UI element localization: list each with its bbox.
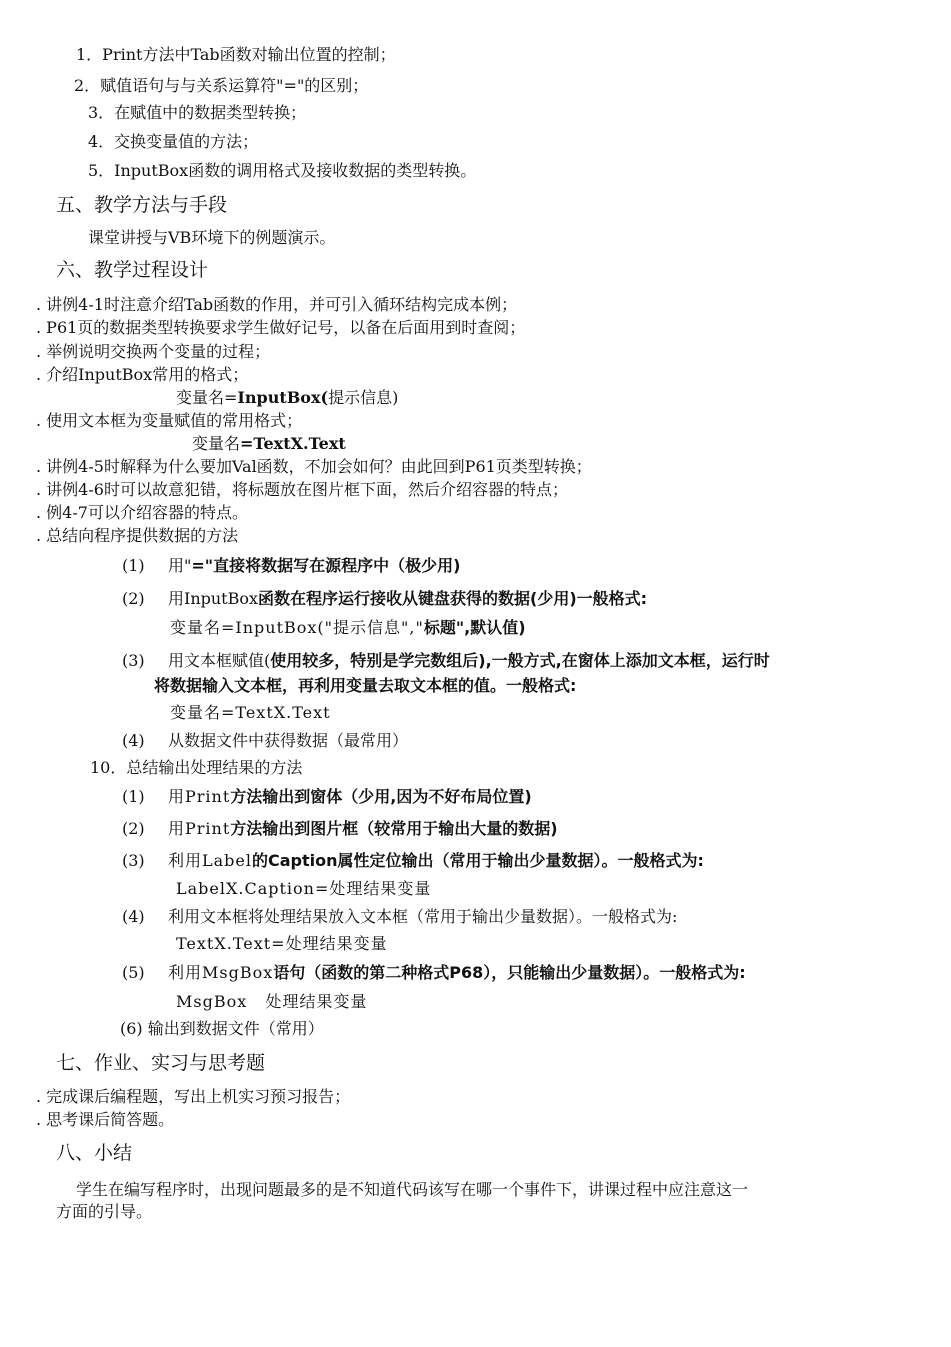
inputbox-format bbox=[176, 388, 398, 408]
process-item-4: . 介绍InputBox常用的格式； bbox=[36, 365, 249, 384]
inputbox-format-prefix: 变量名= bbox=[176, 388, 238, 407]
output-method-2-a: 用Print bbox=[168, 819, 231, 838]
output-method-4-number: (4) bbox=[122, 907, 145, 926]
output-method-4-format: TextX.Text=处理结果变量 bbox=[176, 934, 388, 953]
process-item-1: . 讲例4-1时注意介绍Tab函数的作用，并可引入循环结构完成本例； bbox=[36, 295, 518, 314]
input-method-2-format-b: 标题",默认值) bbox=[423, 618, 526, 637]
input-method-3-format: 变量名=TextX.Text bbox=[170, 703, 331, 722]
key-point-1: 1．Print方法中Tab函数对输出位置的控制； bbox=[76, 45, 396, 64]
textbox-format-keyword: =TextX.Text bbox=[240, 434, 346, 453]
process-item-6: . 讲例4-5时解释为什么要加Val函数，不加会如何？由此回到P61页类型转换； bbox=[36, 457, 592, 476]
section-5-body: 课堂讲授与VB环境下的例题演示。 bbox=[88, 228, 336, 247]
process-item-8: . 例4-7可以介绍容器的特点。 bbox=[36, 503, 248, 522]
output-method-3 bbox=[168, 851, 704, 871]
input-method-1 bbox=[168, 556, 460, 576]
output-method-5 bbox=[168, 963, 746, 983]
input-method-2-b: 函数在程序运行接收从键盘获得的数据(少用)一般格式: bbox=[258, 589, 648, 608]
output-method-1-a: 用Print bbox=[168, 787, 231, 806]
key-point-2: 2．赋值语句与与关系运算符"="的区别； bbox=[74, 76, 369, 95]
input-method-3-number: (3) bbox=[122, 651, 145, 670]
input-method-1-b: ="直接将数据写在源程序中（极少用) bbox=[191, 556, 461, 575]
input-method-3-continued: 将数据输入文本框，再利用变量去取文本框的值。一般格式: bbox=[154, 676, 577, 695]
input-method-1-a: 用" bbox=[168, 556, 192, 575]
process-item-5: . 使用文本框为变量赋值的常用格式； bbox=[36, 411, 303, 430]
key-point-5: 5．InputBox函数的调用格式及接收数据的类型转换。 bbox=[88, 161, 477, 180]
section-heading-8: 八、小结 bbox=[56, 1142, 133, 1164]
output-method-5-a: 利用MsgBox bbox=[168, 963, 274, 982]
output-method-3-b: 的Caption属性定位输出（常用于输出少量数据）。一般格式为: bbox=[252, 851, 704, 870]
output-method-1-b: 方法输出到窗体（少用,因为不好布局位置) bbox=[230, 787, 532, 806]
textbox-format-prefix: 变量名 bbox=[192, 434, 241, 453]
input-method-2-format bbox=[170, 618, 526, 638]
output-method-2 bbox=[168, 819, 558, 839]
section-heading-6: 六、教学过程设计 bbox=[56, 259, 209, 281]
homework-item-2: . 思考课后简答题。 bbox=[36, 1110, 175, 1129]
homework-item-1: . 完成课后编程题，写出上机实习预习报告； bbox=[36, 1087, 351, 1106]
output-method-5-format: MsgBox 处理结果变量 bbox=[176, 992, 368, 1011]
summary-body-line-1: 学生在编写程序时，出现问题最多的是不知道代码该写在哪一个事件下，讲课过程中应注意这一 bbox=[76, 1180, 749, 1199]
textbox-format bbox=[192, 434, 346, 454]
input-method-4-number: (4) bbox=[122, 731, 145, 750]
input-method-4: 从数据文件中获得数据（最常用） bbox=[168, 731, 409, 750]
section-heading-5: 五、教学方法与手段 bbox=[56, 194, 228, 216]
summary-body-line-2: 方面的引导。 bbox=[56, 1202, 153, 1221]
output-method-3-a: 利用Label bbox=[168, 851, 252, 870]
process-item-2: . P61页的数据类型转换要求学生做好记号，以备在后面用到时查阅； bbox=[36, 318, 526, 337]
output-method-2-b: 方法输出到图片框（较常用于输出大量的数据) bbox=[230, 819, 558, 838]
section-heading-7: 七、作业、实习与思考题 bbox=[56, 1052, 266, 1074]
output-method-1 bbox=[168, 787, 532, 807]
process-item-3: . 举例说明交换两个变量的过程； bbox=[36, 342, 271, 361]
key-point-4: 4．交换变量值的方法； bbox=[88, 132, 259, 151]
inputbox-format-suffix: 提示信息) bbox=[328, 388, 399, 407]
output-method-5-b: 语句（函数的第二种格式P68），只能输出少量数据）。一般格式为: bbox=[273, 963, 746, 982]
input-method-2-a: 用InputBox bbox=[168, 589, 259, 608]
output-method-1-number: (1) bbox=[122, 787, 145, 806]
output-methods-title: 10．总结输出处理结果的方法 bbox=[90, 758, 303, 777]
output-method-2-number: (2) bbox=[122, 819, 145, 838]
input-method-2-number: (2) bbox=[122, 589, 145, 608]
input-method-3 bbox=[168, 651, 770, 671]
input-method-2 bbox=[168, 589, 647, 609]
output-method-6: (6) 输出到数据文件（常用） bbox=[120, 1019, 324, 1038]
output-method-4: 利用文本框将处理结果放入文本框（常用于输出少量数据）。一般格式为: bbox=[168, 907, 678, 926]
key-point-3: 3．在赋值中的数据类型转换； bbox=[88, 103, 307, 122]
output-method-3-number: (3) bbox=[122, 851, 145, 870]
inputbox-format-keyword: InputBox( bbox=[237, 388, 329, 407]
input-method-2-format-a: 变量名=InputBox("提示信息"," bbox=[170, 618, 424, 637]
process-item-7: . 讲例4-6时可以故意犯错，将标题放在图片框下面，然后介绍容器的特点； bbox=[36, 480, 568, 499]
input-method-1-number: (1) bbox=[122, 556, 145, 575]
output-method-5-number: (5) bbox=[122, 963, 145, 982]
process-item-9: . 总结向程序提供数据的方法 bbox=[36, 526, 239, 545]
output-method-3-format: LabelX.Caption=处理结果变量 bbox=[176, 879, 432, 898]
input-method-3-b: 使用较多，特别是学完数组后),一般方式,在窗体上添加文本框，运行时 bbox=[270, 651, 770, 670]
input-method-3-a: 用文本框赋值( bbox=[168, 651, 271, 670]
